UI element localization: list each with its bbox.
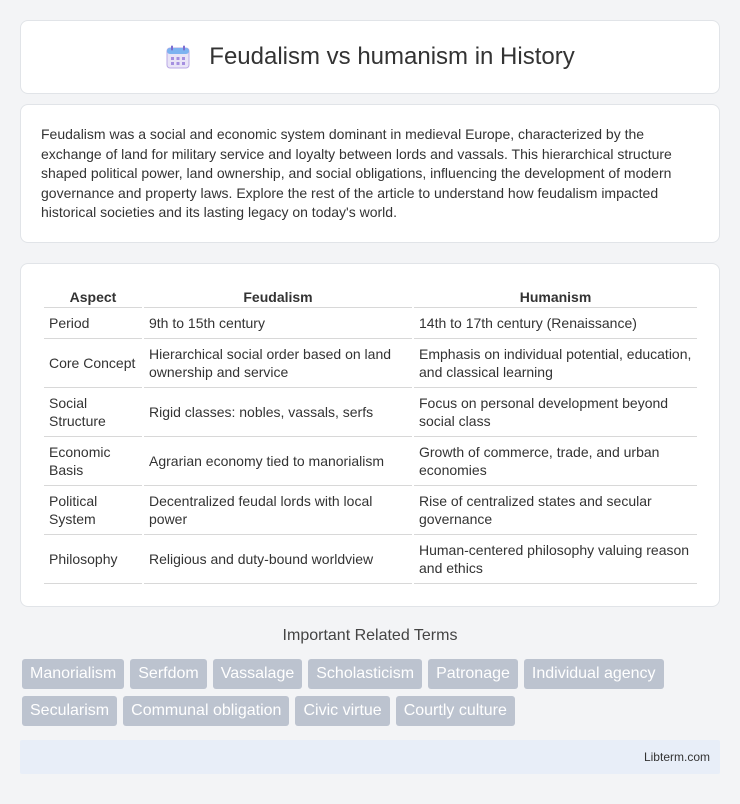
tag-communal-obligation[interactable]: Communal obligation (123, 696, 289, 726)
tag-individual-agency[interactable]: Individual agency (524, 659, 664, 689)
table-cell-humanism: Growth of commerce, trade, and urban economies (414, 437, 697, 486)
footer (20, 740, 720, 774)
header-feudalism: Feudalism (144, 280, 412, 308)
intro-card (20, 104, 720, 243)
table-cell-humanism: Rise of centralized states and secular governance (414, 486, 697, 535)
calendar-icon (165, 44, 191, 70)
tag-courtly-culture[interactable]: Courtly culture (396, 696, 515, 726)
table-row (44, 486, 697, 535)
table-header-row (44, 280, 697, 308)
tag-patronage[interactable]: Patronage (428, 659, 518, 689)
tag-manorialism[interactable]: Manorialism (22, 659, 124, 689)
table-cell-aspect: Period (44, 308, 142, 339)
table-cell-feudalism: Agrarian economy tied to manorialism (144, 437, 412, 486)
table-cell-aspect: Philosophy (44, 535, 142, 584)
table-cell-humanism: 14th to 17th century (Renaissance) (414, 308, 697, 339)
tag-scholasticism[interactable]: Scholasticism (308, 659, 422, 689)
intro-text: Feudalism was a social and economic system dominant in medieval Europe, characterized by the exchange of land for military service and loyalty between lords and vassals. This hierarchical structure shaped political power, land ownership, and social obligations, influencing the development of modern governance and property laws. Explore the rest of the article to understand how feudalism impacted historical societies and its lasting legacy on today's world. (41, 126, 672, 220)
table-cell-aspect: Social Structure (44, 388, 142, 437)
comparison-table (42, 280, 699, 584)
table-cell-feudalism: Religious and duty-bound worldview (144, 535, 412, 584)
page-title: Feudalism vs humanism in History (209, 43, 575, 70)
title-wrap (165, 43, 574, 71)
footer-site-link[interactable]: Libterm.com (643, 750, 710, 764)
tag-civic-virtue[interactable]: Civic virtue (295, 696, 389, 726)
table-row (44, 308, 697, 339)
comparison-table-card (20, 263, 720, 607)
table-row (44, 437, 697, 486)
header-aspect: Aspect (44, 280, 142, 308)
tag-secularism[interactable]: Secularism (22, 696, 117, 726)
table-cell-feudalism: Decentralized feudal lords with local power (144, 486, 412, 535)
table-cell-aspect: Core Concept (44, 339, 142, 388)
table-cell-humanism: Emphasis on individual potential, education, and classical learning (414, 339, 697, 388)
table-cell-aspect: Political System (44, 486, 142, 535)
table-cell-feudalism: Hierarchical social order based on land ownership and service (144, 339, 412, 388)
table-row (44, 339, 697, 388)
tag-serfdom[interactable]: Serfdom (130, 659, 206, 689)
table-cell-humanism: Human-centered philosophy valuing reason and ethics (414, 535, 697, 584)
title-card (20, 20, 720, 94)
related-terms-list (22, 659, 722, 726)
table-row (44, 388, 697, 437)
header-humanism: Humanism (414, 280, 697, 308)
tag-vassalage[interactable]: Vassalage (213, 659, 303, 689)
table-cell-feudalism: 9th to 15th century (144, 308, 412, 339)
related-terms-heading: Important Related Terms (282, 627, 458, 644)
table-cell-feudalism: Rigid classes: nobles, vassals, serfs (144, 388, 412, 437)
table-cell-aspect: Economic Basis (44, 437, 142, 486)
table-row (44, 535, 697, 584)
table-cell-humanism: Focus on personal development beyond social class (414, 388, 697, 437)
